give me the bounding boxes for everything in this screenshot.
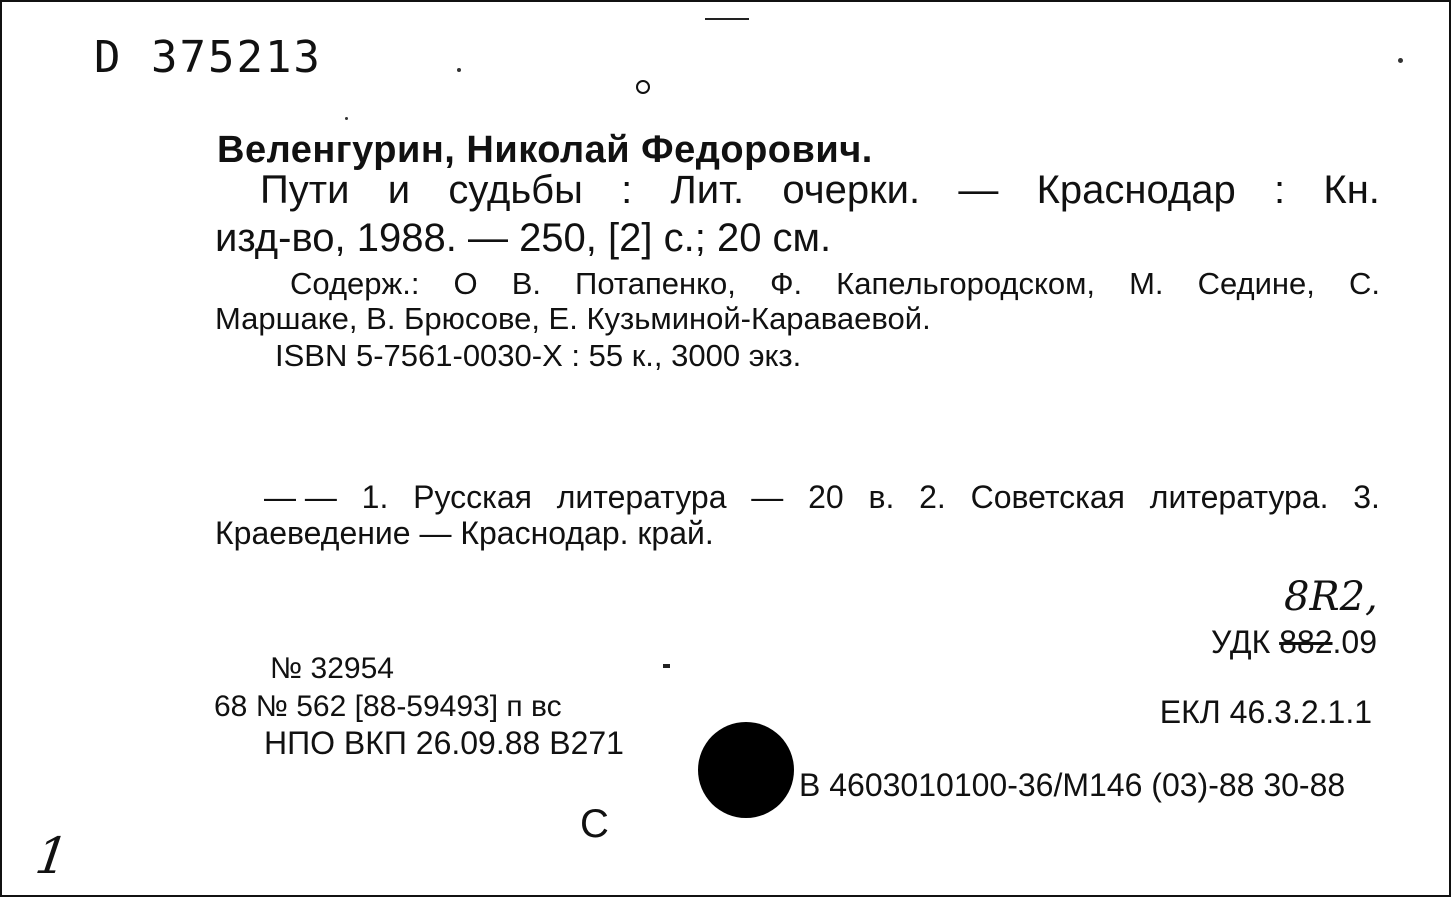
subject-word: литература. — [1149, 479, 1329, 515]
title-word: судьбы — [448, 168, 583, 212]
speck-mark — [1398, 58, 1403, 63]
title-line-2: изд-во, 1988. — 250, [2] с.; 20 см. — [215, 216, 832, 260]
udk-line — [1211, 624, 1377, 661]
subject-word: литература — [556, 479, 727, 515]
black-dot-mark — [698, 722, 794, 818]
contents-word: М. — [1129, 266, 1164, 301]
subjects-line-2: Краеведение — Краснодар. край. — [215, 515, 714, 551]
title-word: : — [621, 168, 633, 212]
contents-word: Седине, — [1197, 266, 1315, 301]
contents-word: Потапенко, — [575, 266, 736, 301]
title-word: : — [1274, 168, 1286, 212]
contents-word: Содерж.: — [290, 266, 420, 301]
contents-word: Капельгородском, — [836, 266, 1096, 301]
speck-mark — [457, 68, 461, 72]
subject-word: Русская — [413, 479, 532, 515]
dash-mark — [663, 664, 670, 668]
contents-word: С. — [1348, 266, 1380, 301]
udk-value: .09 — [1332, 624, 1377, 660]
subject-word: 1. — [361, 479, 389, 515]
subjects-line-1 — [264, 479, 1380, 516]
printer-line: НПО ВКП 26.09.88 В271 — [264, 725, 624, 761]
handwritten-number: 1 — [31, 827, 72, 885]
title-word: и — [387, 168, 411, 212]
subject-word: 20 — [808, 479, 844, 515]
contents-line-2: Маршаке, В. Брюсове, Е. Кузьминой-Караваевой. — [215, 301, 931, 336]
handwritten-udk-note: 8R2, — [1284, 574, 1378, 620]
isbn-line: ISBN 5-7561-0030-X : 55 к., 3000 экз. — [275, 338, 802, 373]
subject-word: — — [751, 479, 784, 515]
title-word: очерки. — [782, 168, 921, 212]
subject-word: 2. — [919, 479, 946, 515]
udk-struck-value: 882 — [1279, 624, 1333, 660]
title-word: Лит. — [670, 168, 745, 212]
ekl-line: ЕКЛ 46.3.2.1.1 — [1159, 694, 1372, 730]
ring-mark — [636, 80, 650, 94]
speck-mark — [345, 117, 348, 120]
b-code-line: В 4603010100-36/М146 (03)-88 30-88 — [799, 767, 1346, 803]
title-word: Краснодар — [1036, 168, 1236, 212]
udk-label: УДК — [1211, 624, 1280, 660]
subject-word: 3. — [1353, 479, 1380, 515]
title-word: Кн. — [1323, 168, 1380, 212]
order-number: 68 № 562 [88-59493] п вс — [214, 690, 562, 723]
contents-word: В. — [511, 266, 541, 301]
top-dash-mark — [705, 18, 749, 20]
subject-word: в. — [868, 479, 895, 515]
title-line-1 — [260, 168, 1380, 213]
contents-word: О — [453, 266, 478, 301]
card-number: № 32954 — [270, 652, 394, 685]
letter-mark: С — [580, 802, 609, 846]
title-word: — — [958, 168, 999, 212]
call-number: D 375213 — [94, 32, 322, 83]
contents-line-1 — [290, 266, 1380, 302]
contents-word: Ф. — [769, 266, 803, 301]
author-heading: Веленгурин, Николай Федорович. — [217, 129, 873, 171]
title-word: Пути — [260, 168, 350, 212]
subject-word: Советская — [970, 479, 1125, 515]
subject-word: — — — [264, 479, 337, 515]
